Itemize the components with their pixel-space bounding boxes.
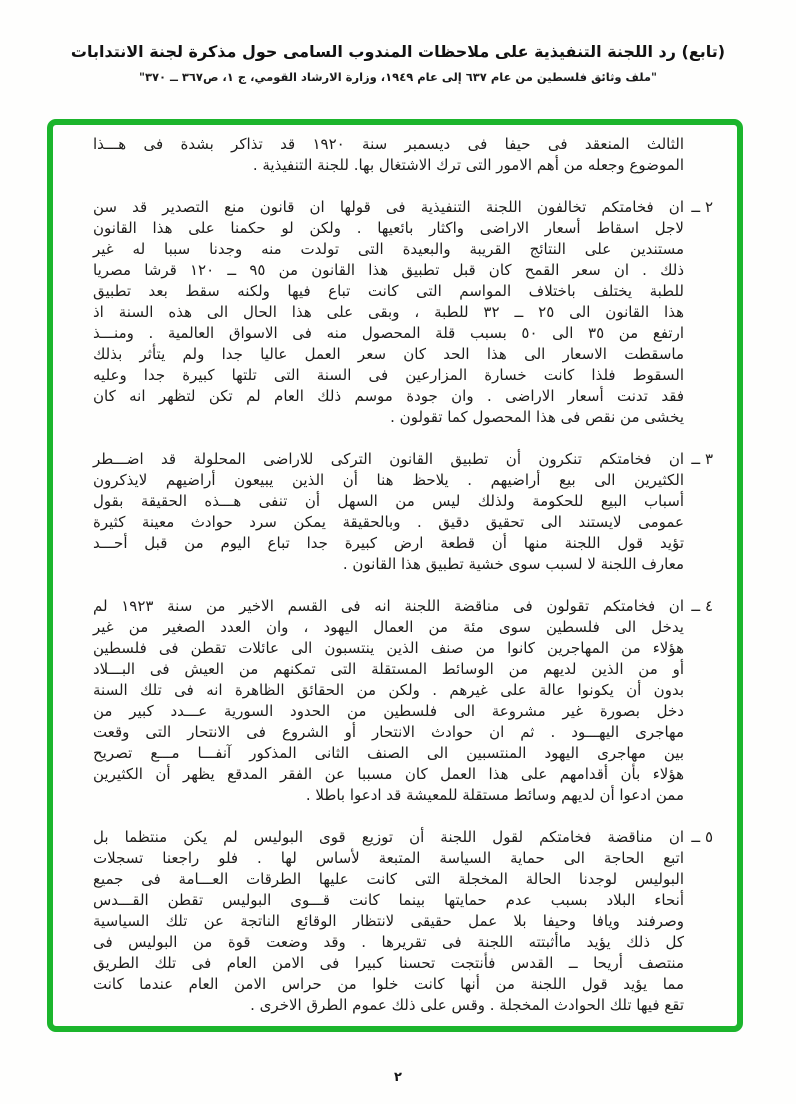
numbered-paragraph (93, 827, 713, 1016)
document-header (0, 42, 796, 84)
text-line: مستندين على النتائج القريبة والبعيدة التى تولدت منه وجدنا سببا له غير (93, 240, 684, 258)
text-line: البوليس لوجدنا الحالة المخجلة التى كانت عليها الطرقات العـــامة فى جميع (93, 870, 684, 888)
text-line: وصرفند ويافا وحيفا بلا عمل حقيقى لانتظار الوقائع الناتجة عن تلك السياسية (93, 912, 684, 930)
numbered-paragraph (93, 596, 713, 806)
source-citation: "ملف وثائق فلسطين من عام ٦٣٧ إلى عام ١٩٤٩، وزارة الارشاد القومي، ج ١، ص٣٦٧ ــ ٣٧٠" (138, 70, 658, 84)
highlight-frame (47, 119, 743, 1032)
text-line: بين مهاجرى اليهود المنتسبين الى الصنف الثانى المذكور آنفـــا مـــع تصريح (93, 744, 684, 762)
text-line: هؤلاء بأن أقدامهم على هذا العمل كان مسببا عن الفقر المدقع يظهر أن الكثيرين (93, 765, 684, 783)
text-line: للطبة يختلف باختلاف المواسم التى كانت تباع فيها ولكنه سقط بعد تطبيق (93, 282, 684, 300)
text-line: أو من الذين لديهم من الوسائط المستقلة التى تمكنهم من العيش فى البـــلاد (93, 660, 684, 678)
text-line: مما يؤيد قول اللجنة من أنها كانت خلوا من حراس الامن العام عندما كانت (93, 975, 684, 993)
text-line: فقد تدنت أسعار الاراضى . وان جودة موسم ذلك العام لم تكن لتظهر انه كان (93, 387, 684, 405)
text-line: ان فخامتكم تنكرون أن تطبيق القانون التركى للاراضى المحلولة قد اضـــطر (93, 450, 684, 468)
paragraph-number: ٤ ــ (691, 597, 713, 615)
text-line: ارتفع من ٣٥ الى ٥٠ بسبب قلة المحصول منه فى الاسواق العالمية . ومنـــذ (93, 324, 684, 342)
text-line: تؤيد قول اللجنة منها أن قطعة ارض كبيرة جدا تباع اليوم من قبل أحـــد (93, 534, 684, 552)
text-line: ماسقطت الاسعار الى هذا الحد كان سعر العمل عاليا جدا ولم يتأثر بذلك (93, 345, 684, 363)
page-title: (تابع) رد اللجنة التنفيذية على ملاحظات المندوب السامى حول مذكرة لجنة الانتدابات (70, 42, 726, 61)
text-line: يخشى من نقص فى هذا المحصول كما تقولون . (390, 408, 684, 426)
paragraph-number: ٣ ــ (691, 450, 713, 468)
text-line: هؤلاء من المهاجرين كانوا من صنف الذين ينتسبون الى عائلات تقطن فى فلسطين (93, 639, 684, 657)
paragraph-number: ٥ ــ (691, 828, 713, 846)
text-line: ذلك . ان سعر القمح كان قبل تطبيق هذا القانون من ٩٥ ــ ١٢٠ قرشا مصريا (93, 261, 685, 279)
text-line: كل ذلك يؤيد ماأثبتته اللجنة فى تقريرها . وقد وضعت قوة من البوليس فى (93, 933, 684, 951)
text-line: هذا القانون الى ٢٥ ــ ٣٢ للطبة ، وبقى على هذا الحال الى هذه السنة اذ (93, 303, 684, 321)
text-line: الثالث المنعقد فى حيفا فى ديسمبر سنة ١٩٢٠ قد تذاكر بشدة فى هـــذا (93, 135, 684, 153)
numbered-paragraph (93, 449, 713, 575)
text-line: يدخل الى فلسطين سوى مئة من العمال اليهود ، وان العدد الصغير من غير (93, 618, 684, 636)
numbered-paragraph (93, 197, 713, 428)
text-line: منتصف أريحا ــ القدس فأنتجت تحسنا كبيرا فى الامن العام فى تلك الطريق (93, 954, 684, 972)
text-line: بدون أن يكونوا عالة على غيرهم . ولكن من الحقائق الظاهرة انه فى تلك السنة (93, 681, 684, 699)
paragraph-number: ٢ ــ (691, 198, 713, 216)
text-line: مهاجرى اليهـــود . ثم ان حوادث الانتحار أو الشروع فى الانتحار التى وقعت (93, 723, 684, 741)
text-line: أنحاء البلاد بسبب عدم حمايتها بينما كانت قـــوى البوليس تقطن القـــدس (93, 891, 684, 909)
text-line: السقوط فلذا كانت خسارة المزارعين فى السنة التى تلتها كبيرة جدا وعليه (93, 366, 684, 384)
text-line: ممن ادعوا أن لديهم وسائط مستقلة للمعيشة قد ادعوا باطلا . (305, 786, 684, 804)
text-line: أسباب البيع للحكومة ولذلك ليس من السهل أن تنفى هـــذه الحقيقة بقول (93, 492, 684, 510)
text-line: ان فخامتكم تقولون فى مناقضة اللجنة انه فى القسم الاخير من سنة ١٩٢٣ لم (93, 597, 684, 615)
text-line: دخل بصورة غير مشروعة الى فلسطين من الحدود السورية عـــدد كبير من (93, 702, 684, 720)
text-line: اتبع الحاجة الى حماية السياسة المتبعة لأساس لها . فلو راجعنا تسجلات (93, 849, 684, 867)
text-line: الموضوع وجعله من أهم الامور التى ترك الاشتغال بها. للجنة التنفيذية . (252, 156, 684, 174)
text-line: عمومى لايستند الى تحقيق دقيق . وبالحقيقة يمكن سرد حوادث معينة كثيرة (93, 513, 684, 531)
document-body (53, 125, 737, 1026)
page-number: ٢ (394, 1070, 402, 1085)
text-line: تقع فيها تلك الحوادث المخجلة . وقس على ذلك عموم الطرق الاخرى . (250, 996, 684, 1014)
text-line: الكثيرين الى بيع أراضيهم . يلاحظ هنا أن الذين يبيعون أراضيهم لايذكرون (93, 471, 684, 489)
page-footer (0, 1070, 796, 1085)
text-line: ان مناقضة فخامتكم لقول اللجنة أن توزيع قوى البوليس لم يكن منتظما بل (93, 828, 684, 846)
text-line: ان فخامتكم تخالفون اللجنة التنفيذية فى قولها ان قانون منع التصدير قد سن (93, 198, 684, 216)
text-line: لاجل اسقاط أسعار الاراضى واكثار بائعيها . ولكن لو حكمنا على هذا القانون (93, 219, 684, 237)
continuation-paragraph (93, 134, 713, 176)
text-line: معارف اللجنة لا لسبب سوى خشية تطبيق هذا القانون . (342, 555, 684, 573)
